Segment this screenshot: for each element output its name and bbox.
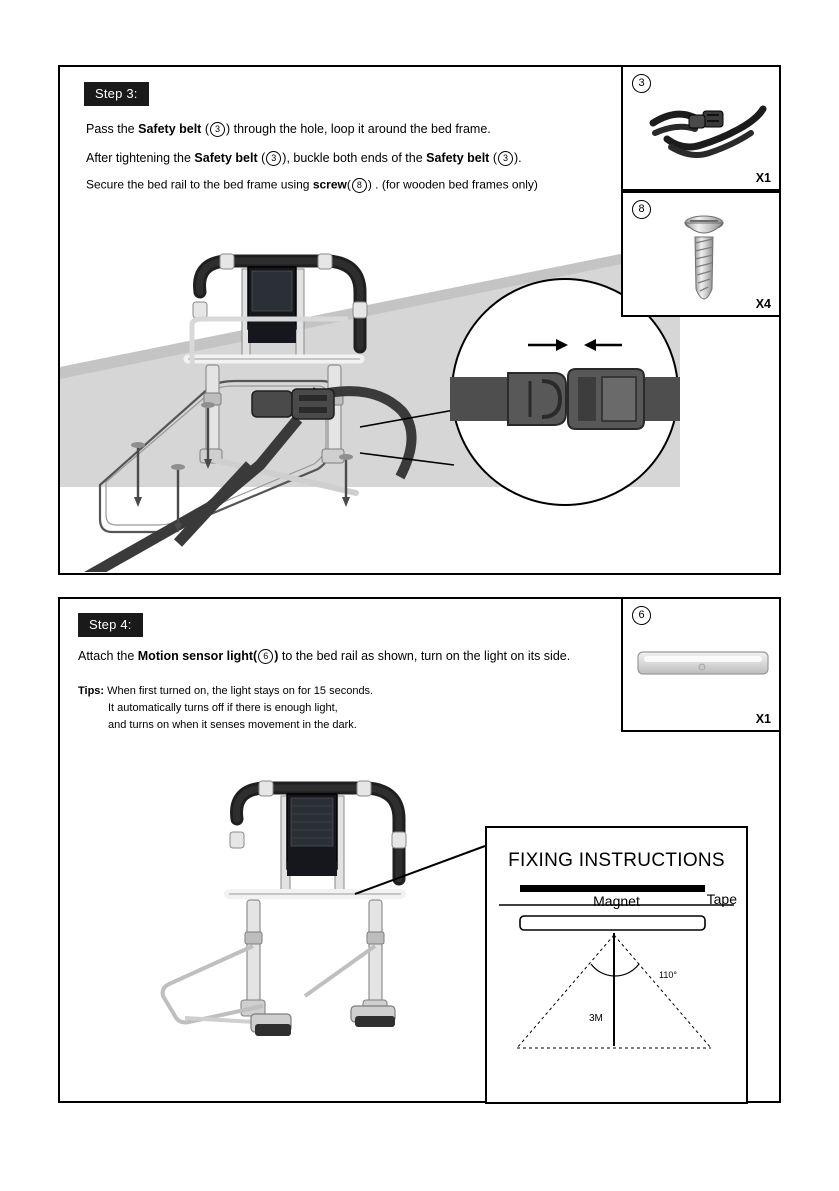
tape-label: Tape <box>706 891 737 907</box>
step-4-line-1-bold-end: ) <box>274 648 279 663</box>
part-ref-8-icon: 8 <box>352 178 367 193</box>
magnet-label: Magnet <box>593 893 640 909</box>
step-3-line-3: Secure the bed rail to the bed frame using screw( 8 ) . (for wooden bed frames only) <box>86 177 538 192</box>
step-3-line-1-pre: Pass the <box>86 121 139 136</box>
step-3-line-1: Pass the Safety belt ( 3 ) through the hole, loop it around the bed frame. <box>86 121 491 136</box>
step-3-line-2-bold-2: Safety belt <box>426 150 490 165</box>
tips-line-3: and turns on when it senses movement in the dark. <box>108 719 357 731</box>
part-6-quantity: X1 <box>755 712 771 726</box>
step-4-line-1-pre: Attach the <box>78 648 138 663</box>
step-4-line-1-post: to the bed rail as shown, turn on the light on its side. <box>278 648 571 663</box>
step-3-badge: Step 3: <box>84 82 149 106</box>
part-3-id: 3 <box>632 74 651 93</box>
step-4-tips <box>78 683 373 734</box>
fixing-diagram <box>487 828 746 1102</box>
motion-sensor-light-icon <box>635 643 771 683</box>
part-box-motion-sensor-light <box>621 597 781 732</box>
distance-label: 3M <box>589 1013 603 1024</box>
part-ref-3-icon: 3 <box>266 151 281 166</box>
step-3-line-2-pre: After tightening the <box>86 150 195 165</box>
tips-line-1: When first turned on, the light stays on for 15 seconds. <box>107 685 374 697</box>
safety-belt-icon <box>647 93 767 171</box>
step-3-line-2-bold: Safety belt <box>194 150 258 165</box>
screw-icon <box>678 213 730 313</box>
part-ref-3-icon: 3 <box>210 122 225 137</box>
step-3-line-2-post: . <box>518 150 522 165</box>
part-8-id: 8 <box>632 200 651 219</box>
part-3-quantity: X1 <box>755 171 771 185</box>
step-4-line-1 <box>78 649 570 664</box>
step-4-line-1-bold: Motion sensor light( <box>137 648 258 663</box>
step-3-line-3-post: . (for wooden bed frames only) <box>371 177 538 192</box>
step-3-line-2-mid: , buckle both ends of the <box>286 150 427 165</box>
step-3-line-1-bold: Safety belt <box>138 121 202 136</box>
part-8-quantity: X4 <box>755 297 771 311</box>
part-6-id: 6 <box>632 606 651 625</box>
fixing-instructions-box <box>485 826 748 1104</box>
step-3-line-2: After tightening the Safety belt ( 3 ), buckle both ends of the Safety belt ( 3 ). <box>86 150 522 165</box>
step-3-line-3-pre: Secure the bed rail to the bed frame using <box>86 177 313 192</box>
step-3-line-3-bold: screw <box>312 177 347 192</box>
tips-line-2: It automatically turns off if there is enough light, <box>108 702 338 714</box>
part-box-screw <box>621 191 781 317</box>
step-4-badge: Step 4: <box>78 613 143 637</box>
angle-label: 110° <box>659 970 677 980</box>
step-3-line-1-post: through the hole, loop it around the bed frame. <box>230 121 491 136</box>
part-box-safety-belt <box>621 65 781 191</box>
part-ref-6-icon: 6 <box>258 649 273 664</box>
step-4-illustration <box>155 774 505 1064</box>
fixing-instructions-title: FIXING INSTRUCTIONS <box>508 850 725 871</box>
tips-label: Tips: <box>78 685 105 697</box>
part-ref-3-icon: 3 <box>498 151 513 166</box>
